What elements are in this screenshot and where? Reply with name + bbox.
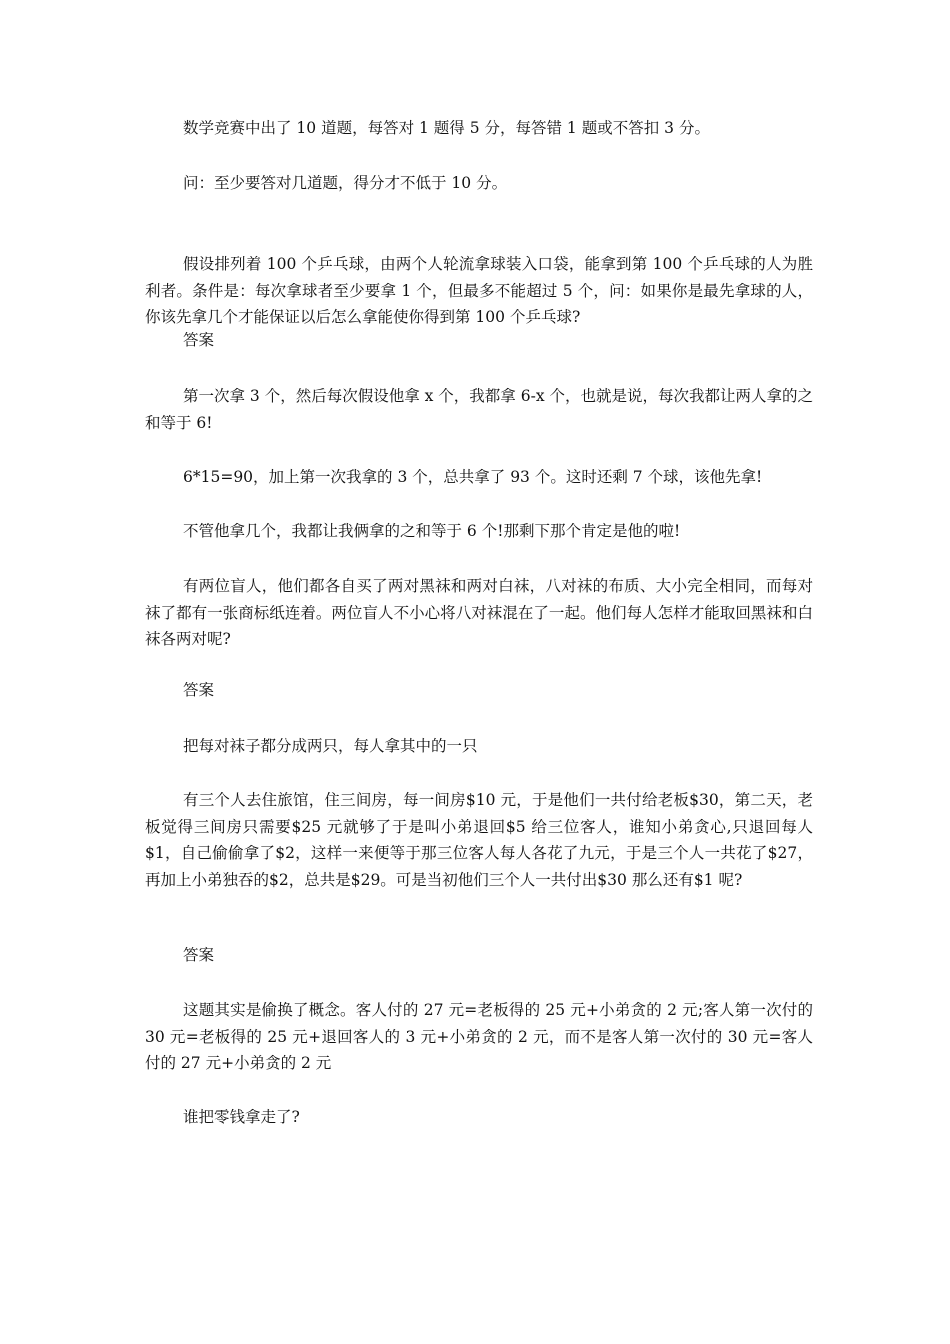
paragraph-change-question: 谁把零钱拿走了? <box>183 1108 300 1126</box>
paragraph-socks-answer: 把每对袜子都分成两只，每人拿其中的一只 <box>183 737 478 755</box>
paragraph-answer-label: 答案 <box>183 681 215 699</box>
paragraph-pingpong-conclusion: 不管他拿几个，我都让我俩拿的之和等于 6 个!那剩下那个肯定是他的啦! <box>183 522 681 540</box>
paragraph-pingpong-question: 假设排列着 100 个乒乓球，由两个人轮流拿球装入口袋，能拿到第 100 个乒乓球的人为胜利者。条件是：每次拿球者至少要拿 1 个，但最多不能超过 5 个，问：如果你是最先拿球的人，你该先拿几个才能保证以后怎么拿能使你得到第 100 个乒乓球? <box>145 255 813 326</box>
paragraph-answer-label: 答案 <box>183 331 215 349</box>
paragraph-socks-question: 有两位盲人，他们都各自买了两对黑袜和两对白袜，八对袜的布质、大小完全相同，而每对袜了都有一张商标纸连着。两位盲人不小心将八对袜混在了一起。他们每人怎样才能取回黑袜和白袜各两对呢? <box>145 577 813 648</box>
paragraph-pingpong-calc: 6*15=90，加上第一次我拿的 3 个，总共拿了 93 个。这时还剩 7 个球，该他先拿! <box>183 468 763 486</box>
paragraph-pingpong-answer: 第一次拿 3 个，然后每次假设他拿 x 个，我都拿 6-x 个，也就是说，每次我都让两人拿的之和等于 6! <box>145 387 814 432</box>
paragraph-answer-label: 答案 <box>183 946 215 964</box>
paragraph-contest-question: 数学竞赛中出了 10 道题，每答对 1 题得 5 分，每答错 1 题或不答扣 3 分。 <box>183 119 710 137</box>
paragraph-contest-ask: 问：至少要答对几道题，得分才不低于 10 分。 <box>183 174 508 192</box>
paragraph-hotel-question: 有三个人去住旅馆，住三间房，每一间房$10 元，于是他们一共付给老板$30，第二天，老板觉得三间房只需要$25 元就够了于是叫小弟退回$5 给三位客人，谁知小弟贪心,只退回每人$1，自己偷偷拿了$2，这样一来便等于那三位客人每人各花了九元，于是三个人一共花了$27，再加上小弟独吞的$2，总共是$29。可是当初他们三个人一共付出$30 那么还有$1 呢? <box>145 791 813 889</box>
paragraph-hotel-answer: 这题其实是偷换了概念。客人付的 27 元=老板得的 25 元+小弟贪的 2 元;客人第一次付的 30 元=老板得的 25 元+退回客人的 3 元+小弟贪的 2 元，而不是客人第一次付的 30 元=客人付的 27 元+小弟贪的 2 元 <box>145 1001 813 1072</box>
